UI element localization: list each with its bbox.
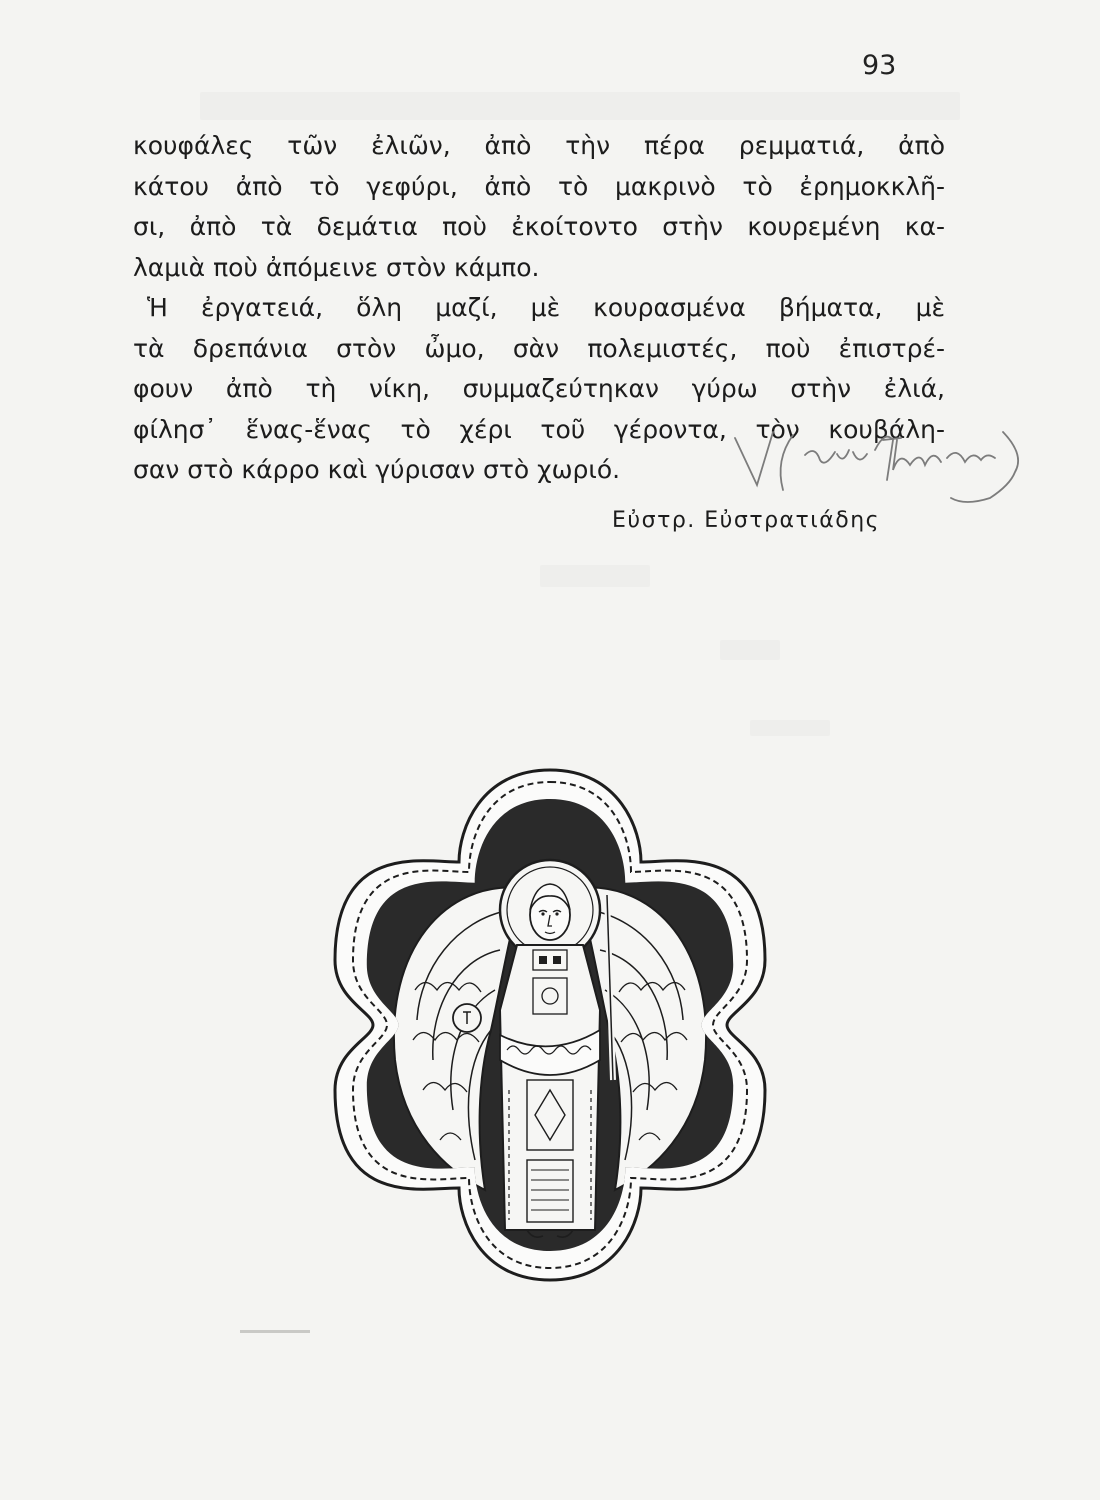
paragraph-1 — [133, 126, 945, 288]
bleed-through-band — [200, 92, 960, 120]
angel-face — [530, 884, 570, 940]
bleed-through-band — [750, 720, 830, 736]
text-line: κάτου ἀπὸ τὸ γεφύρι, ἀπὸ τὸ μακρινὸ τὸ ἐρημοκκλῆ- — [133, 171, 945, 201]
bleed-through-band — [720, 640, 780, 660]
angel-robe — [500, 945, 600, 1237]
text-line: φουν ἀπὸ τὴ νίκη, συμμαζεύτηκαν γύρω στὴν ἐλιά, — [133, 374, 945, 403]
text-line: τὰ δρεπάνια στὸν ὦμο, σὰν πολεμιστές, ποὺ ἐπιστρέ- — [133, 333, 945, 363]
handwritten-annotation — [725, 410, 1035, 520]
print-mark — [240, 1330, 310, 1333]
archangel-illustration — [295, 760, 805, 1290]
text-line: λαμιὰ ποὺ ἀπόμεινε στὸν κάμπο. — [133, 252, 540, 282]
page-number: 93 — [862, 50, 897, 81]
text-line: φίλησ᾽ ἕνας-ἕνας τὸ χέρι τοῦ γέροντα, τὸν κουβάλη- — [133, 414, 945, 444]
author-signature: Εὐστρ. Εὐστρατιάδης — [612, 508, 881, 533]
text-line: σαν στὸ κάρρο καὶ γύρισαν στὸ χωριό. — [133, 455, 621, 484]
text-line: κουφάλες τῶν ἐλιῶν, ἀπὸ τὴν πέρα ρεμματιά, ἀπὸ — [133, 131, 945, 160]
text-line: Ἡ ἐργατειά, ὅλη μαζί, μὲ κουρασμένα βήματα, μὲ — [147, 293, 945, 322]
bleed-through-band — [540, 565, 650, 587]
text-line: σι, ἀπὸ τὰ δεμάτια ποὺ ἐκοίτοντο στὴν κουρεμένη κα- — [133, 212, 945, 241]
